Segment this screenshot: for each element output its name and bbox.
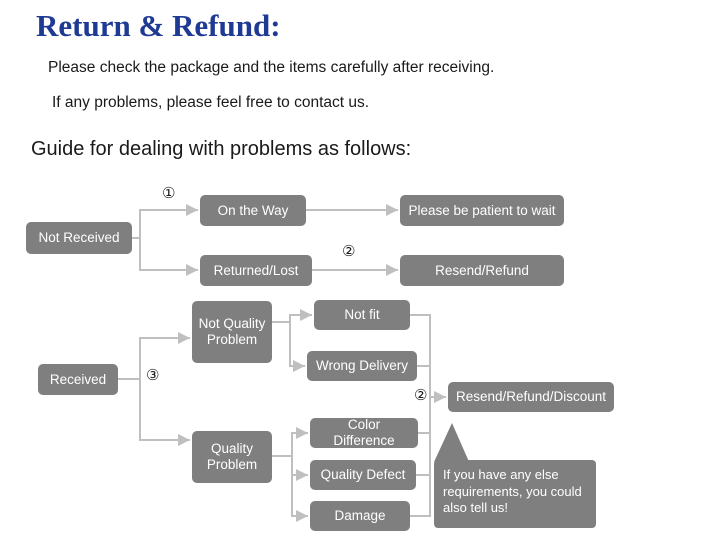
node-quality-problem[interactable] (192, 431, 272, 483)
node-label: Not fit (344, 307, 380, 323)
node-resend-refund[interactable] (400, 255, 564, 286)
node-label: Not Quality Problem (198, 316, 266, 347)
node-label: Wrong Delivery (315, 358, 409, 374)
marker-2a: ② (342, 242, 356, 260)
flow-chart (0, 178, 716, 536)
node-not-received[interactable] (26, 222, 132, 254)
intro-text-line-2: If any problems, please feel free to contact us. (52, 94, 370, 111)
node-label: Returned/Lost (213, 262, 299, 278)
node-not-quality-problem[interactable] (192, 301, 272, 363)
node-on-the-way[interactable] (200, 195, 306, 226)
callout-pointer (434, 423, 470, 464)
callout-note (434, 460, 596, 528)
page-title: Return & Refund: (36, 8, 281, 43)
node-wrong-delivery[interactable] (307, 351, 417, 381)
node-label: Received (49, 371, 107, 387)
node-label: On the Way (217, 202, 289, 218)
marker-2b: ② (414, 386, 428, 404)
guide-heading: Guide for dealing with problems as follows: (31, 138, 412, 160)
node-label: Resend/Refund/Discount (455, 389, 607, 405)
node-label: Quality Defect (320, 467, 406, 483)
callout-line-1: If you have any else (443, 467, 559, 482)
marker-1: ① (162, 184, 176, 202)
node-not-fit[interactable] (314, 300, 410, 330)
marker-3: ③ (146, 366, 160, 384)
node-label: Quality Problem (206, 441, 258, 472)
intro-text-line-1: Please check the package and the items carefully after receiving. (48, 59, 495, 76)
node-received[interactable] (38, 364, 118, 395)
node-resend-refund-discount[interactable] (448, 382, 614, 412)
node-returned-lost[interactable] (200, 255, 312, 286)
node-label: Please be patient to wait (408, 202, 556, 218)
node-please-be-patient-to-wait[interactable] (400, 195, 564, 226)
node-label: Not Received (38, 230, 120, 246)
callout-line-2: requirements, you could (443, 483, 582, 499)
callout-line-3: also tell us! (443, 500, 509, 516)
node-color-difference[interactable] (310, 418, 418, 448)
node-damage[interactable] (310, 501, 410, 531)
node-quality-defect[interactable] (310, 460, 416, 490)
node-label: Color Difference (333, 417, 395, 448)
node-label: Resend/Refund (435, 262, 529, 278)
node-label: Damage (334, 508, 386, 524)
